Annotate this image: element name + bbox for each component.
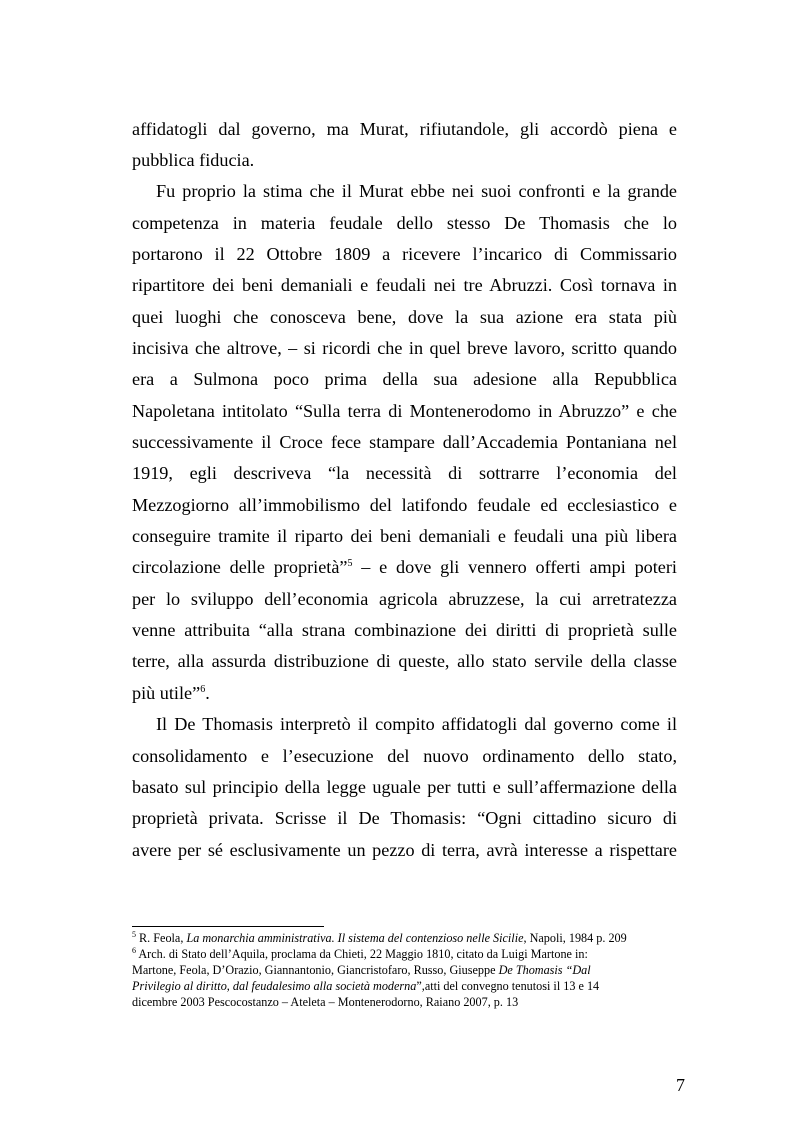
body-line: terre, alla assurda distribuzione di queste, allo stato servile della classe	[132, 651, 677, 671]
body-line: 1919, egli descriveva “la necessità di sottrarre l’economia del	[132, 463, 677, 483]
body-line: ripartitore dei beni demaniali e feudali nei tre Abruzzi. Così tornava in	[132, 275, 677, 295]
footnote-ref-5[interactable]: 5	[347, 558, 353, 569]
body-line: Mezzogiorno all’immobilismo del latifondo feudale ed ecclesiastico e	[132, 495, 677, 515]
body-line: per lo sviluppo dell’economia agricola abruzzese, la cui arretratezza	[132, 589, 677, 609]
body-line: competenza in materia feudale dello stesso De Thomasis che lo	[132, 213, 677, 233]
footnote-line: Privilegio al diritto, dal feudalesimo alla società moderna”,atti del convegno tenutosi il 13 e 14	[132, 979, 600, 993]
body-line: portarono il 22 Ottobre 1809 a ricevere l’incarico di Commissario	[132, 244, 677, 264]
body-line: Napoletana intitolato “Sulla terra di Montenerodomo in Abruzzo” e che	[132, 401, 677, 421]
body-line: conseguire tramite il riparto dei beni demaniali e feudali una più libera	[132, 526, 677, 546]
body-line: più utile”$^6$.	[132, 683, 210, 703]
footnote-ref-6[interactable]: 6	[200, 684, 206, 695]
footnote-separator	[132, 926, 324, 927]
body-line: pubblica fiducia.	[132, 150, 255, 170]
footnote-6: $^6$ Arch. di Stato dell’Aquila, proclama da Chieti, 22 Maggio 1810, citato da Luigi Martone in:	[132, 946, 588, 961]
body-line: era a Sulmona poco prima della sua adesione alla Repubblica	[132, 369, 677, 389]
body-line: avere per sé esclusivamente un pezzo di terra, avrà interesse a rispettare	[132, 840, 677, 860]
body-line: consolidamento e l’esecuzione del nuovo ordinamento dello stato,	[132, 746, 677, 766]
page-number: 7	[676, 1075, 685, 1095]
footnote-line: dicembre 2003 Pescocostanzo – Ateleta – Montenerodorno, Raiano 2007, p. 13	[132, 995, 519, 1009]
body-line: affidatogli dal governo, ma Murat, rifiutandole, gli accordò piena e	[132, 119, 677, 139]
body-line: venne attribuita “alla strana combinazione dei diritti di proprietà sulle	[132, 620, 677, 640]
footnote-5: $^5$ R. Feola, La monarchia amministrativa. Il sistema del contenzioso nelle Sicilie, Napoli, 1984 p. 209	[132, 930, 627, 945]
footnote-line: Martone, Feola, D’Orazio, Giannantonio, Giancristofaro, Russo, Giuseppe De Thomasis “Dal	[132, 963, 591, 977]
body-line: basato sul principio della legge uguale per tutti e sull’affermazione della	[132, 777, 677, 797]
body-line: quei luoghi che conosceva bene, dove la sua azione era stata più	[132, 307, 677, 327]
body-line: Fu proprio la stima che il Murat ebbe nei suoi confronti e la grande	[156, 181, 677, 201]
body-line: incisiva che altrove, – si ricordi che in quel breve lavoro, scritto quando	[132, 338, 677, 358]
body-line: circolazione delle proprietà”$^5$ – e dove gli vennero offerti ampi poteri	[132, 557, 677, 577]
body-line: Il De Thomasis interpretò il compito affidatogli dal governo come il	[156, 714, 677, 734]
body-line: proprietà privata. Scrisse il De Thomasis: “Ogni cittadino sicuro di	[132, 808, 677, 828]
body-line: successivamente il Croce fece stampare dall’Accademia Pontaniana nel	[132, 432, 677, 452]
